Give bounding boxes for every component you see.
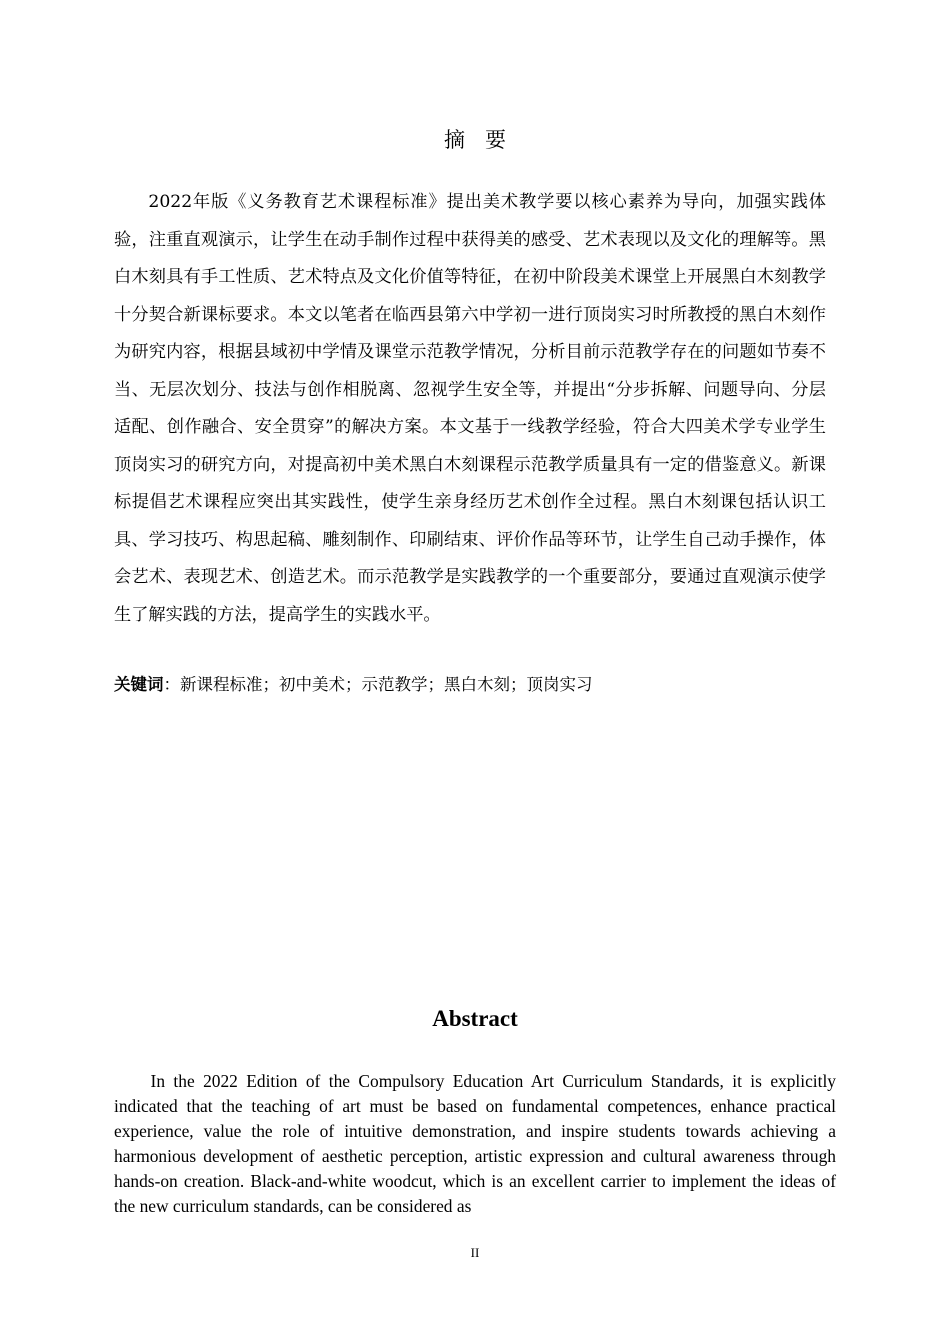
keywords-separator: ： xyxy=(163,675,180,694)
english-abstract-body xyxy=(114,1069,836,1219)
chinese-abstract-title: 摘要 xyxy=(444,128,526,152)
keywords-label: 关键词 xyxy=(114,675,164,694)
keywords-list: 新课程标准；初中美术；示范教学；黑白木刻；顶岗实习 xyxy=(180,675,593,694)
english-abstract-paragraph: In the 2022 Edition of the Compulsory Education Art Curriculum Standards, it is explicitly indicated that the teaching of art must be based on fundamental competences, enhance practical experience, value the role of intuitive demonstration, and inspire students towards achieving a harmonious development of aesthetic perception, artistic expression and cultural awareness through hands-on creation. Black-and-white woodcut, which is an excellent carrier to implement the ideas of the new curriculum standards, can be considered as xyxy=(114,1071,836,1216)
english-abstract-title: Abstract xyxy=(432,1006,518,1031)
page-number: II xyxy=(470,1245,480,1260)
keywords-line xyxy=(114,672,593,698)
chinese-abstract-paragraph: 2022年版《义务教育艺术课程标准》提出美术教学要以核心素养为导向，加强实践体验，注重直观演示，让学生在动手制作过程中获得美的感受、艺术表现以及文化的理解等。黑白木刻具有手工性质、艺术特点及文化价值等特征，在初中阶段美术课堂上开展黑白木刻教学十分契合新课标要求。本文以笔者在临西县第六中学初一进行顶岗实习时所教授的黑白木刻作为研究内容，根据县域初中学情及课堂示范教学情况，分析目前示范教学存在的问题如节奏不当、无层次划分、技法与创作相脱离、忽视学生安全等，并提出“分步拆解、问题导向、分层适配、创作融合、安全贯穿”的解决方案。本文基于一线教学经验，符合大四美术学专业学生顶岗实习的研究方向，对提高初中美术黑白木刻课程示范教学质量具有一定的借鉴意义。新课标提倡艺术课程应突出其实践性，使学生亲身经历艺术创作全过程。黑白木刻课包括认识工具、学习技巧、构思起稿、雕刻制作、印刷结束、评价作品等环节，让学生自己动手操作，体会艺术、表现艺术、创造艺术。而示范教学是实践教学的一个重要部分，要通过直观演示使学生了解实践的方法，提高学生的实践水平。 xyxy=(114,192,826,625)
chinese-abstract-body xyxy=(114,184,826,634)
